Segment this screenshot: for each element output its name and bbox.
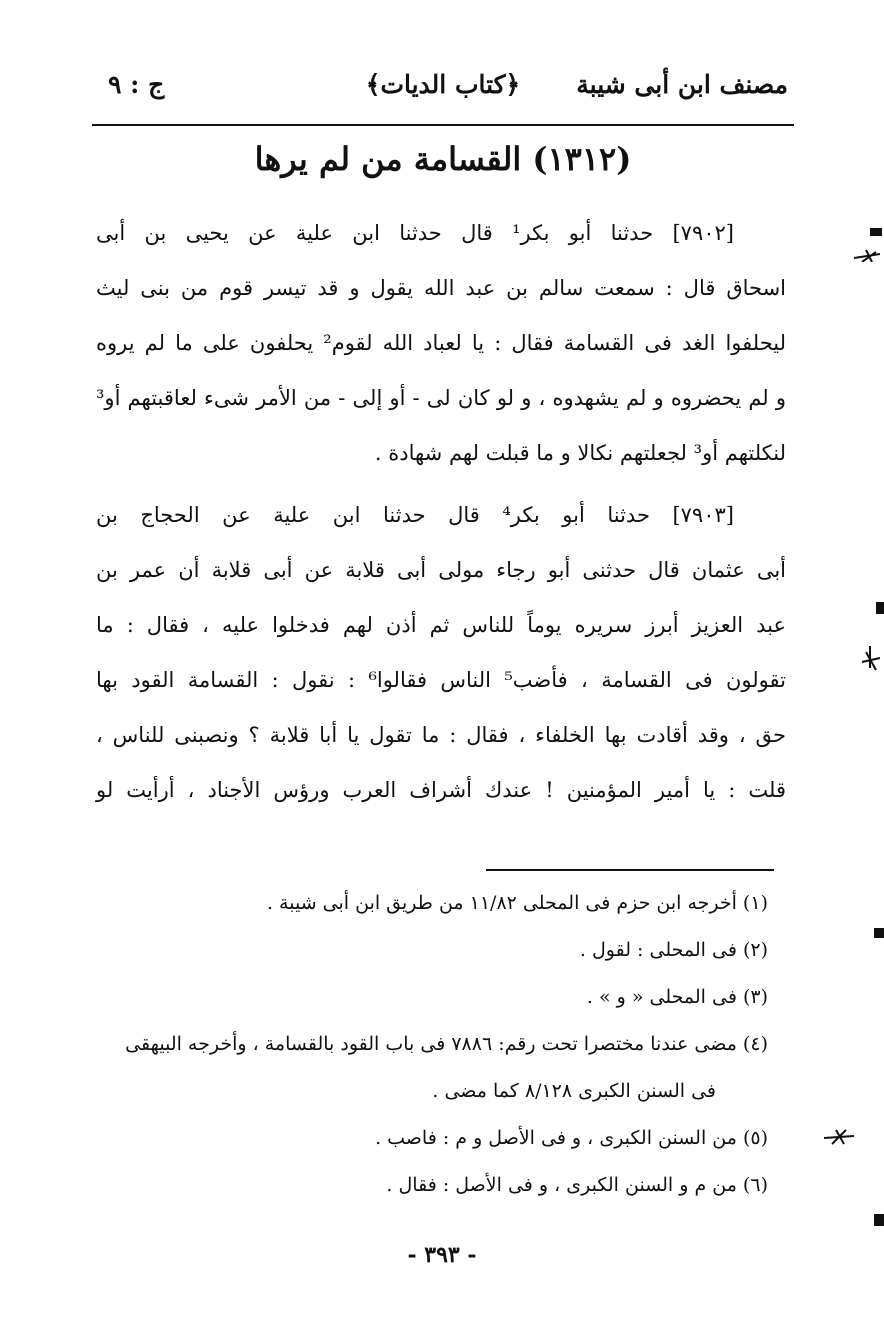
hadith-paragraph xyxy=(96,488,786,818)
text-line: [٧٩٠٣] حدثنا أبو بكر⁴ قال حدثنا ابن علية عن الحجاج بن xyxy=(96,503,734,527)
footnote: (٣) فى المحلى « و » . xyxy=(586,986,768,1008)
main-text xyxy=(96,206,786,818)
margin-ink-mark xyxy=(866,925,884,943)
text-line: لنكلتهم أو³ لجعلتهم نكالا و ما قبلت لهم شهادة . xyxy=(374,441,786,465)
text-line: اسحاق قال : سمعت سالم بن عبد الله يقول و قد تيسر قوم من بنى ليث xyxy=(96,276,786,300)
text-line: عبد العزيز أبرز سريره يوماً للناس ثم أذن لهم فدخلوا عليه ، فقال : ما xyxy=(96,613,786,637)
text-line: ليحلفوا الغد فى القسامة فقال : يا لعباد الله لقوم² يحلفون على ما لم يروه xyxy=(96,331,786,355)
footnote: (٦) من م و السنن الكبرى ، و فى الأصل : فقال . xyxy=(386,1174,768,1196)
header-volume-number: ج : ٩ xyxy=(108,70,165,99)
running-header xyxy=(92,62,794,126)
margin-ink-mark xyxy=(850,222,884,262)
margin-ink-mark xyxy=(822,1126,856,1148)
footnote: (٤) مضى عندنا مختصرا تحت رقم: ٧٨٨٦ فى باب القود بالقسامة ، وأخرجه البيهقى xyxy=(125,1033,768,1055)
footnote: (٢) فى المحلى : لقول . xyxy=(579,939,768,961)
text-line: حق ، وقد أقادت بها الخلفاء ، فقال : ما تقول يا أبا قلابة ؟ ونصبنى للناس ، xyxy=(96,723,786,747)
section-title: (١٣١٢) القسامة من لم يرها xyxy=(254,140,632,178)
footnote-continuation: فى السنن الكبرى ٨/١٢٨ كما مضى . xyxy=(432,1080,716,1102)
text-line: [٧٩٠٢] حدثنا أبو بكر¹ قال حدثنا ابن علية عن يحيى بن أبى xyxy=(96,221,734,245)
header-chapter-title: ﴿كتاب الديات﴾ xyxy=(365,70,521,99)
footnotes xyxy=(96,880,768,1209)
page-number: - ٣٩٣ - xyxy=(407,1242,477,1268)
margin-ink-mark xyxy=(850,598,884,674)
footnote: (١) أخرجه ابن حزم فى المحلى ١١/٨٢ من طريق ابن أبى شيبة . xyxy=(266,892,768,914)
text-line: تقولون فى القسامة ، فأضب⁵ الناس فقالوا⁶ : نقول : القسامة القود بها xyxy=(96,668,786,692)
hadith-paragraph xyxy=(96,206,786,481)
margin-ink-mark xyxy=(866,1210,884,1230)
header-book-title: مصنف ابن أبى شيبة xyxy=(576,70,788,99)
text-line: أبى عثمان قال حدثنى أبو رجاء مولى أبى قلابة عن أبى قلابة أن عمر بن xyxy=(96,558,786,582)
text-line: قلت : يا أمير المؤمنين ! عندك أشراف العرب ورؤس الأجناد ، أرأيت لو xyxy=(96,778,786,802)
footnote-separator xyxy=(486,869,774,871)
footnote: (٥) من السنن الكبرى ، و فى الأصل و م : فاصب . xyxy=(375,1127,768,1149)
text-line: و لم يحضروه و لم يشهدوه ، و لو كان لى - أو إلى - من الأمر شىء لعاقبتهم أو³ xyxy=(96,386,786,410)
